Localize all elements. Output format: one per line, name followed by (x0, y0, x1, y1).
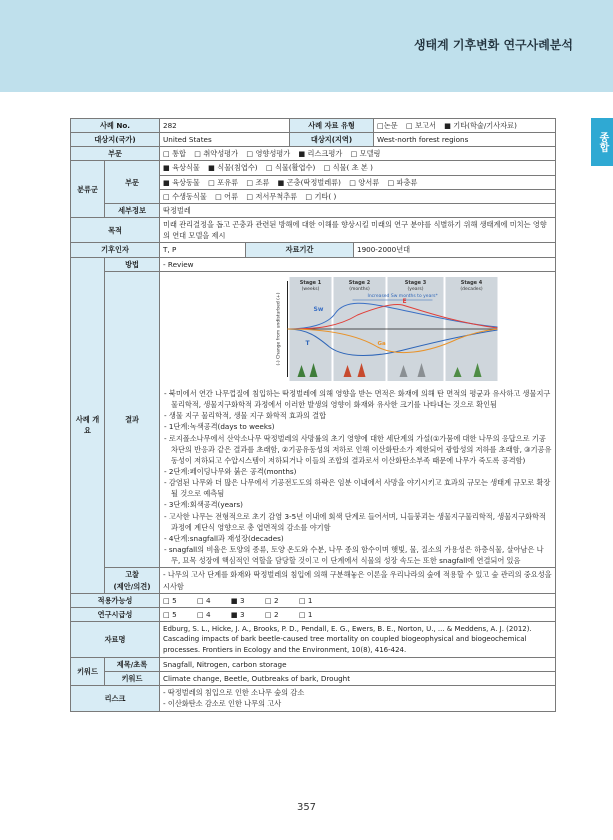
country-value: United States (160, 133, 290, 147)
classification-row-animals (160, 175, 556, 189)
region-value: West-north forest regions (374, 133, 556, 147)
classification-option[interactable]: □ 조류 (246, 177, 270, 187)
result-text: - snagfall의 비율은 토양의 종류, 토양 온도와 수분, 나무 종의 함수이며 햇빛, 물, 질소의 가용성은 하층식물, 살아남은 나무, 묘목 성장에 핵심적인 역할을 담당할 것이고 이 단계에서 식물의 성장 속도는 또한 snagfall에 연결되어 있음 (164, 545, 544, 566)
sector-options (160, 147, 556, 161)
method-label: 방법 (105, 257, 160, 271)
result-text: - 4단계:snagfall과 재성장(decades) (164, 533, 284, 543)
result-text: - 로지폴소나무에서 산악소나무 딱정벌레의 사망률의 초기 영향에 대한 세단계의 가설(①가뭄에 대한 나무의 응답으로 기공차단의 반응과 같은 결과를 초래함, ②기공유동성의 저하로 인해 이산화탄소가 제한되어 광합성의 저하를 초래함, ③기공유동성이 저하되고 수압시스템이 저하되거나 이들의 조합의 결과로서 이산화탄소부족 때문에 나무가 죽도록 공격함) (164, 433, 552, 465)
classification-option[interactable]: □ 기타( ) (305, 191, 337, 201)
figure-annotation: Increased Sw months to years* (367, 293, 438, 299)
discussion-label-line: 고찰 (125, 570, 139, 580)
keyword-label: 키워드 (105, 672, 160, 686)
sector-option[interactable]: □ 모델링 (350, 149, 381, 159)
sector-option[interactable]: □ 영향성평가 (246, 149, 291, 159)
classification-option[interactable]: □ 어류 (215, 191, 239, 201)
reference-value: Edburg, S. L., Hicke, J. A., Brooks, P. D., Pendall, E. G., Ewers, B. E., Norton, U., ... & Meddens, A. J. (2012). Cascading impacts of bark beetle-caused tree mortality on coupled biogeophysical and biogeochemical processes. Frontiers in Ecology and the Environment, 10(8), 416-424. (160, 622, 556, 658)
urgency-label: 연구시급성 (71, 607, 160, 621)
keyword-value: Climate change, Beetle, Outbreaks of bark, Drought (160, 672, 556, 686)
applicability-option[interactable]: ■ 3 (230, 595, 245, 605)
data-type-option[interactable]: □논문 (377, 121, 398, 130)
result-text: - 북미에서 연간 나무껍질에 침입하는 딱정벌레에 의해 영향을 받는 면적은 화재에 의해 탄 면적의 평균과 유사하고 생물지구물리학적, 생물지구화학적 과정에서 이러한 발생의 영향이 화재와 유사한 크기를 나타내는 것으로 확인됨 (164, 388, 551, 410)
risk-value (160, 686, 556, 711)
stage-period: (months) (349, 286, 370, 292)
risk-item: - 딱정벌레의 침입으로 인한 소나무 숲의 감소 (163, 688, 305, 698)
applicability-option[interactable]: □ 1 (298, 595, 313, 605)
climate-factor-label: 기후인자 (71, 243, 160, 257)
reference-label: 자료명 (71, 622, 160, 658)
applicability-option[interactable]: □ 2 (264, 595, 279, 605)
discussion-label (105, 568, 160, 593)
region-label: 대상지(지역) (290, 133, 374, 147)
data-type-options (374, 119, 556, 133)
classification-option[interactable]: □ 수생동식물 (163, 191, 207, 201)
risk-item: - 이산화탄소 감소로 인한 나무의 고사 (163, 699, 282, 709)
case-no-value: 282 (160, 119, 290, 133)
stage-label: Stage 1 (299, 279, 322, 286)
classification-option[interactable]: □ 식물( 초 본 ) (323, 163, 373, 173)
page-number: 357 (296, 802, 317, 813)
classification-option[interactable]: □ 식물(활엽수) (265, 163, 316, 173)
country-label: 대상지(국가) (71, 133, 160, 147)
urgency-option[interactable]: □ 2 (264, 609, 279, 619)
overview-label: 사례 개요 (71, 257, 105, 593)
header-title: 생태계 기후변화 연구사례분석 (413, 38, 573, 52)
title-abstract-label: 제목/초록 (105, 658, 160, 672)
stage-figure (163, 273, 552, 385)
method-value: - Review (160, 257, 556, 271)
applicability-options (160, 593, 556, 607)
data-type-option[interactable]: ■ 기타(학술/기사자료) (444, 121, 517, 130)
result-text: - 생물 지구 물리학적, 생물 지구 화학적 효과의 결합 (164, 411, 327, 421)
stage-period: (weeks) (301, 286, 320, 292)
classification-option[interactable]: ■ 곤충(딱정벌레류) (277, 177, 341, 187)
sector-option[interactable]: □ 통합 (163, 149, 186, 159)
urgency-option[interactable]: ■ 3 (230, 609, 245, 619)
e-label: E (402, 297, 407, 305)
keywords-label: 키워드 (71, 658, 105, 686)
applicability-option[interactable]: □ 5 (163, 595, 177, 605)
classification-option[interactable]: □ 양서류 (349, 177, 380, 187)
urgency-option[interactable]: □ 1 (298, 609, 313, 619)
climate-factor-value: T, P (160, 243, 246, 257)
stage-period: (decades) (460, 286, 483, 292)
purpose-value: 미래 관리결정을 돕고 곤충과 관련된 방해에 대한 이해를 향상시킬 미래의 연구 분야를 식별하기 위해 생태계에 미치는 영향의 연대 모델을 제시 (160, 218, 556, 243)
classification-option[interactable]: □ 파충류 (387, 177, 418, 187)
detail-value: 딱정벌레 (160, 203, 556, 217)
urgency-option[interactable]: □ 5 (163, 609, 177, 619)
classification-option[interactable]: ■ 육상식물 (163, 163, 200, 173)
sector-label: 부문 (71, 147, 160, 161)
ga-label: Ga (377, 340, 386, 347)
stage-label: Stage 4 (460, 279, 483, 286)
stage-label: Stage 3 (404, 279, 427, 286)
figure-ylabel: (-) Change from undisturbed (+) (276, 292, 282, 366)
result-text: - 감염된 나무와 더 많은 나무에서 기공전도도의 하락은 임분 이내에서 사망을 야기시키고 효과의 규모는 생태계 규모로 확장될 것으로 예측됨 (164, 478, 551, 499)
classification-option[interactable]: ■ 육상동물 (163, 177, 200, 187)
data-type-label: 사례 자료 유형 (290, 119, 374, 133)
urgency-option[interactable]: □ 4 (196, 609, 211, 619)
result-label: 결과 (105, 271, 160, 568)
applicability-option[interactable]: □ 4 (196, 595, 211, 605)
result-text: - 1단계:녹색공격(days to weeks) (164, 422, 275, 432)
period-value: 1900-2000년대 (354, 243, 556, 257)
result-text: - 3단계:회색공격(years) (164, 500, 243, 510)
stage-label: Stage 2 (348, 279, 371, 286)
title-abstract-value: Snagfall, Nitrogen, carbon storage (160, 658, 556, 672)
case-table (70, 118, 556, 712)
classification-option[interactable]: □ 저서무척추류 (246, 191, 298, 201)
discussion-label-line: (제안/의견) (113, 581, 151, 591)
classification-row-plants (160, 161, 556, 175)
data-type-option[interactable]: □ 보고서 (406, 121, 436, 130)
sw-label: Sw (313, 305, 324, 313)
classification-row-aquatic (160, 189, 556, 203)
purpose-label: 목적 (71, 218, 160, 243)
stage-period: (years) (407, 286, 424, 292)
classification-option[interactable]: □ 포유류 (208, 177, 239, 187)
result-cell (160, 271, 556, 568)
side-tab[interactable]: 종합 (591, 118, 613, 166)
t-label: T (305, 339, 310, 347)
case-no-label: 사례 No. (71, 119, 160, 133)
risk-label: 리스크 (71, 686, 160, 711)
urgency-options (160, 607, 556, 621)
applicability-label: 적용가능성 (71, 593, 160, 607)
detail-label: 세부정보 (105, 203, 160, 217)
result-text: - 2단계:페이딩나무와 붉은 공격(months) (164, 466, 297, 476)
header-banner (0, 0, 613, 92)
discussion-value: - 나무의 고사 단계를 화재와 딱정벌레의 침입에 의해 구분해놓은 이론을 우리나라의 숲에 적용할 수 있고 숲 관리의 중요성을 시사함 (160, 568, 556, 593)
classification-option[interactable]: ■ 식물(침엽수) (208, 163, 258, 173)
result-text: - 고사한 나무는 전형적으로 초기 감염 3-5년 이내에 회색 단계로 들어서며, 니들붕괴는 생물지구물리학적, 생물지구화학적 과정에 계단식 영향으로 총 엽면적의 감소를 야기함 (164, 511, 546, 532)
sector-option[interactable]: □ 취약성평가 (194, 149, 239, 159)
classification-label: 분류군 (71, 161, 105, 218)
sector-option[interactable]: ■ 리스크평가 (298, 149, 343, 159)
period-label: 자료기간 (246, 243, 354, 257)
classification-sector-label: 부문 (105, 161, 160, 203)
